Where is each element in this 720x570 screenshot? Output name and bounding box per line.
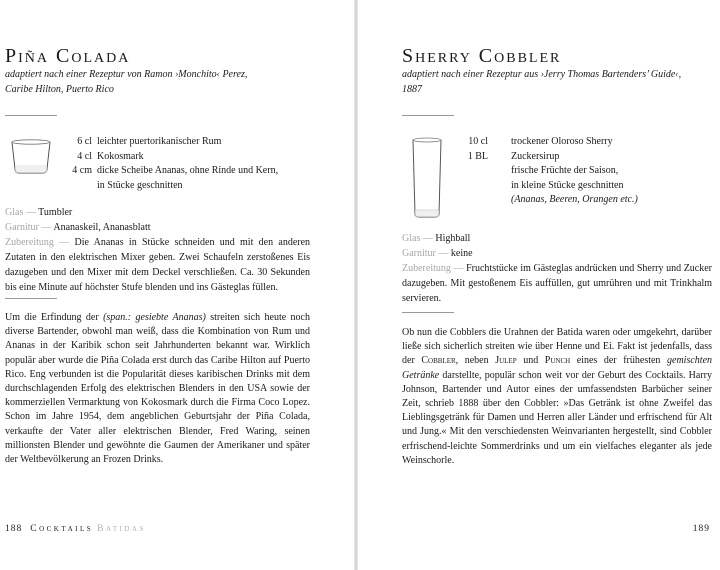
- source-line-1: adaptiert nach einer Rezeptur aus ›Jerry Thomas Bartenders’ Guide‹,: [402, 69, 682, 80]
- zubereitung-label: Zubereitung —: [402, 263, 464, 274]
- highball-glass-icon: [410, 136, 444, 220]
- term-julep: Julep: [495, 355, 517, 367]
- ingredient-amount: 6 cl: [77, 136, 92, 147]
- prose-italic: gemischten Getränke: [402, 355, 713, 381]
- divider: [402, 115, 454, 116]
- ingredient-line: Zuckersirup: [511, 150, 560, 162]
- ingredient-amount: 1 BL: [467, 150, 488, 162]
- recipe-source: [402, 67, 702, 97]
- ingredient-list: [458, 135, 708, 208]
- glas-value: Tumbler: [38, 207, 73, 218]
- page-footer: [5, 524, 146, 534]
- term-cobbler: Cobbler: [421, 355, 456, 367]
- zubereitung-line: [402, 261, 712, 306]
- ingredient-amount: 10 cl: [468, 136, 488, 147]
- recipe-title: Piña Colada: [5, 45, 131, 67]
- garnitur-label: Garnitur —: [5, 222, 52, 233]
- zubereitung-line: [5, 235, 310, 295]
- prose-part: Ob nun die Cobblers die Urahnen der Batida waren oder umgekehrt, darüber ließe sich sicherlich streiten wie über Henne und Ei. Fakt ist jedenfalls, dass der: [402, 327, 712, 367]
- ingredient-row: [458, 135, 708, 150]
- prose-part: eines der frühesten: [576, 355, 661, 367]
- section-name: Cocktails: [30, 524, 94, 534]
- ingredient-row: [60, 135, 340, 150]
- prose-italic: (span.: gesiebte Ananas): [103, 312, 206, 323]
- glas-label: Glas —: [402, 233, 433, 244]
- ingredient-name: leichter puertorikanischer Rum: [97, 136, 222, 147]
- ingredient-list: [60, 135, 340, 193]
- recipe-source: [5, 67, 305, 97]
- term-punch: Punch: [544, 355, 571, 367]
- glas-line: [402, 231, 712, 246]
- ingredient-line: in Stücke geschnitten: [97, 179, 183, 191]
- glas-line: [5, 205, 310, 220]
- zubereitung-value: Fruchtstücke im Gästeglas andrücken und Sherry und Zucker dazugeben. Mit gestoßenem Eis auffüllen, gut umrühren und mit Trinkhalm servieren.: [402, 263, 713, 304]
- divider: [5, 298, 57, 299]
- zubereitung-label: Zubereitung —: [5, 237, 70, 248]
- ingredient-row: [60, 164, 340, 193]
- page-number: 188: [5, 524, 23, 534]
- left-page: [0, 0, 356, 570]
- ingredient-line: (Ananas, Beeren, Orangen etc.): [511, 194, 638, 205]
- source-line-2: Caribe Hilton, Puerto Rico: [5, 84, 114, 95]
- prose-part: , neben: [455, 355, 489, 367]
- ingredient-name: [92, 164, 340, 193]
- garnitur-value: keine: [450, 248, 473, 259]
- divider: [402, 312, 454, 313]
- prose-part: darstellte, populär schon weit vor der Geburt des Cocktails. Harry Johnson, Bartender und Autor eines der umfassendsten Barbücher seiner Zeit, schrieb 1888 über den Cobbler: »Das Getränk ist ohne Zweifel das Lieblingsgetränk für Damen und Herren aller Länder und erfrischend für Alt und Jung.« Mit den verschiedensten Weinvarianten hergestellt, sind Cobbler erfrischend-leichte Sommerdrinks und um ein vielfaches eleganter als jede Weinschorle.: [402, 369, 713, 466]
- prose-part: Um die Erfindung der: [5, 312, 99, 323]
- source-line-2: 1887: [402, 84, 422, 95]
- garnitur-label: Garnitur —: [402, 248, 449, 259]
- subsection-name: Batidas: [97, 524, 146, 534]
- ingredient-row: [60, 150, 340, 165]
- glas-value: Highball: [435, 233, 471, 244]
- garnitur-line: [402, 246, 712, 261]
- zubereitung-value: Die Ananas in Stücke schneiden und mit den anderen Zutaten in den elektrischen Mixer geben. Zwei Schaufeln zerstoßenes Eis dazugeben und den Mixer mit dem Deckel verschließen. Ca. 30 Sekunden bis eine Minute auf höchster Stufe blenden und ins Gästeglas füllen.: [5, 237, 311, 293]
- recipe-meta: [402, 231, 712, 306]
- ingredient-line: frische Früchte der Saison,: [511, 165, 619, 176]
- ingredient-amount: 4 cm: [72, 165, 92, 176]
- page-number: 189: [692, 524, 710, 534]
- tumbler-glass-icon: [10, 138, 52, 176]
- garnitur-line: [5, 220, 310, 235]
- ingredient-line: in kleine Stücke geschnitten: [511, 179, 624, 191]
- recipe-title: Sherry Cobbler: [402, 45, 562, 67]
- ingredient-row: [458, 150, 708, 208]
- recipe-meta: [5, 205, 310, 295]
- history-text: [5, 311, 310, 467]
- prose-part: und: [523, 355, 539, 367]
- ingredient-name: Kokosmark: [97, 150, 144, 162]
- page-footer: [693, 524, 710, 534]
- ingredient-name: trockener Oloroso Sherry: [511, 136, 613, 147]
- right-page: [358, 0, 720, 570]
- ingredient-amount: 4 cl: [77, 150, 92, 162]
- garnitur-value: Ananaskeil, Ananasblatt: [53, 222, 151, 233]
- ingredient-line: dicke Scheibe Ananas, ohne Rinde und Kern,: [97, 165, 279, 176]
- source-line-1: adaptiert nach einer Rezeptur von Ramon ›Monchito‹ Perez,: [5, 69, 248, 80]
- ingredient-name: [488, 150, 708, 208]
- divider: [5, 115, 57, 116]
- history-text: [402, 326, 712, 468]
- prose-part: streiten sich heute noch diverse Bartender, obwohl man weiß, dass die Kombination von Rum und Ananas in der Karibik schon seit Jahrhunderten bekannt war. Wirklich populär aber wurde die Piña Colada erst durch das Caribe Hilton auf Puerto Rico. Eng verbunden ist die Popularität dieses karibischen Drinks mit dem durchschlagenden Erfolg des elektrischen Blenders in den USA sowie der kommerziellen Vermarktung von Kokosmark durch die Firma Coco Lopez. Schon im Jahre 1954, dem angeblichen Geburtsjahr der Piña Colada, verkaufte der Vater aller elektrischen Blender, Fred Waring, seinen millionsten Blender und gewöhnte die Gaumen der Amerikaner und später der Weltbevölkerung an Frozen Drinks.: [5, 312, 310, 466]
- glas-label: Glas —: [5, 207, 36, 218]
